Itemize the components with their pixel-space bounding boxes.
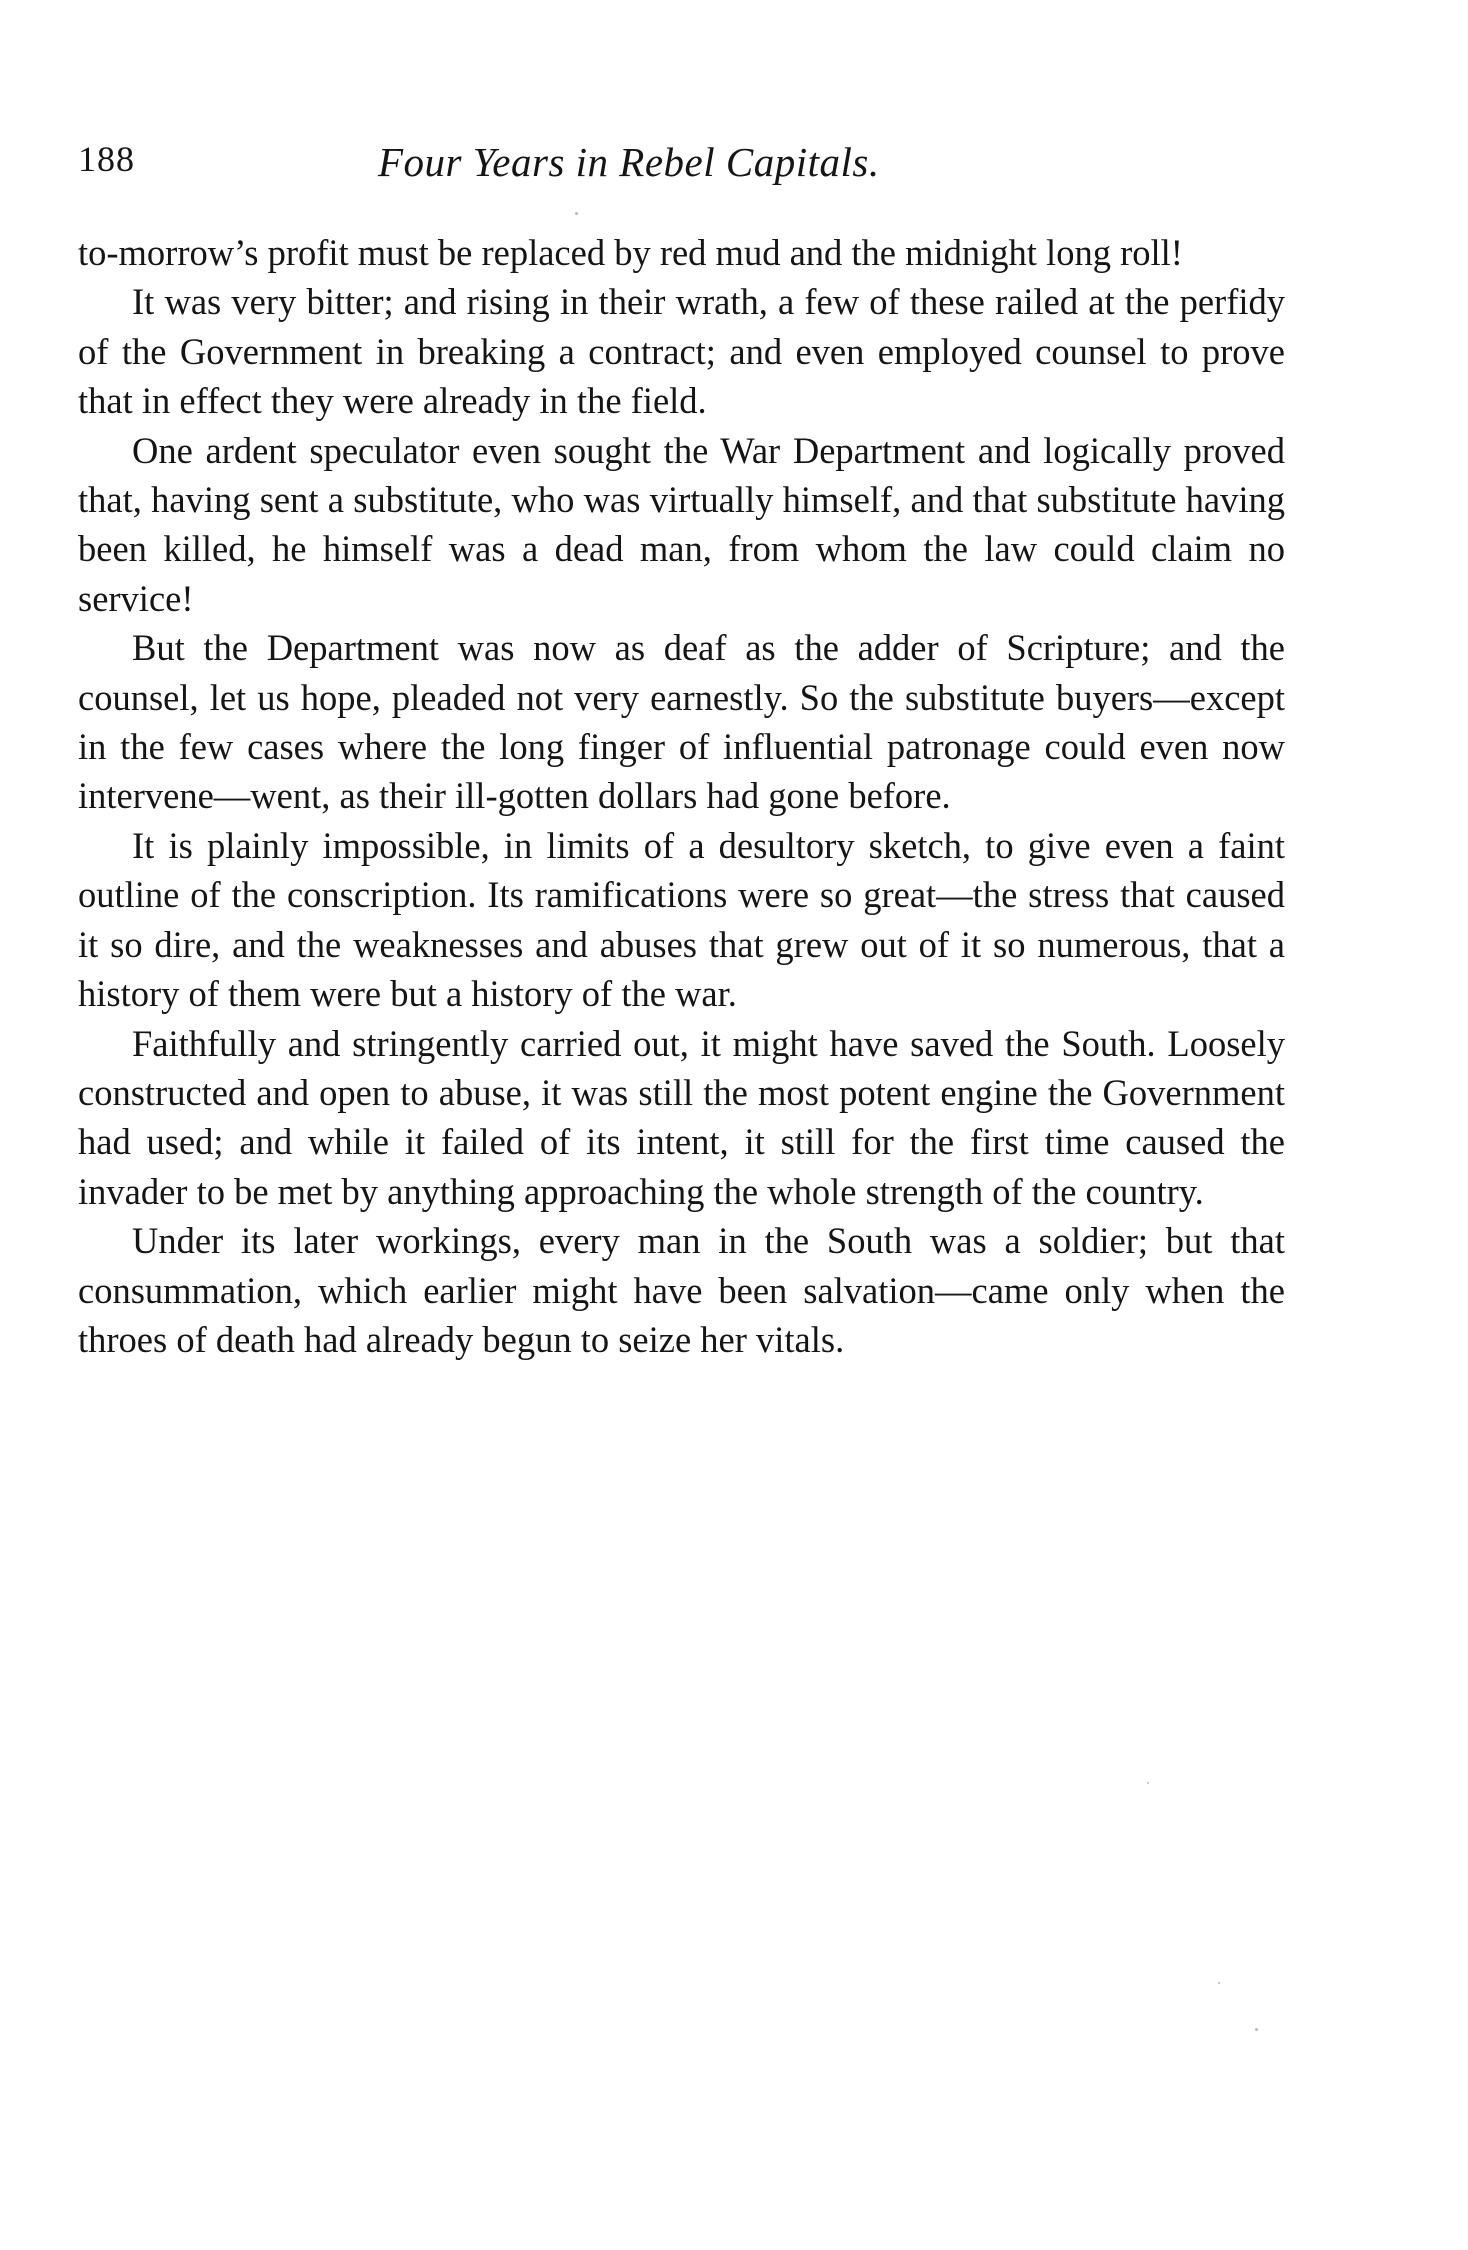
running-head bbox=[78, 138, 1288, 198]
paper-speck bbox=[1218, 1982, 1220, 1984]
paragraph: It is plainly impossible, in limits of a desultory sketch, to give even a faint outline of the conscription. Its ramifications were so great—the stress that caused it so dire, and the weaknesses and abuses that grew out of it so numerous, that a history of them were but a history of the war. bbox=[78, 824, 1285, 1015]
paper-speck bbox=[1255, 2028, 1258, 2031]
body-text bbox=[78, 228, 1285, 1364]
running-title: Four Years in Rebel Capitals. bbox=[378, 139, 880, 185]
paragraph: But the Department was now as deaf as the adder of Scripture; and the counsel, let us hope, pleaded not very earnestly. So the substitute buyers—except in the few cases where the long finger of influential patronage could even now intervene—went, as their ill-gotten dollars had gone before. bbox=[78, 627, 1285, 817]
paragraph: Under its later workings, every man in the South was a soldier; but that consummation, which earlier might have been salvation—came only when the throes of death had already begun to seize her vitals. bbox=[78, 1220, 1285, 1360]
paragraph: to-morrow’s profit must be replaced by red mud and the midnight long roll! bbox=[78, 232, 1183, 273]
paper-speck bbox=[1147, 1782, 1149, 1784]
paragraph: It was very bitter; and rising in their wrath, a few of these railed at the perfidy of the Government in breaking a contract; and even employed counsel to prove that in effect they were already in the field. bbox=[78, 281, 1285, 422]
page-number: 188 bbox=[78, 139, 135, 179]
paper-speck bbox=[575, 212, 578, 215]
paragraph: Faithfully and stringently carried out, it might have saved the South. Loosely constructed and open to abuse, it was still the most potent engine the Government had used; and while it failed of its intent, it still for the first time caused the invader to be met by anything approaching the whole strength of the country. bbox=[78, 1022, 1285, 1212]
paragraph: One ardent speculator even sought the War Department and logically proved that, having sent a substitute, who was virtually himself, and that substitute having been killed, he himself was a dead man, from whom the law could claim no service! bbox=[78, 429, 1285, 619]
